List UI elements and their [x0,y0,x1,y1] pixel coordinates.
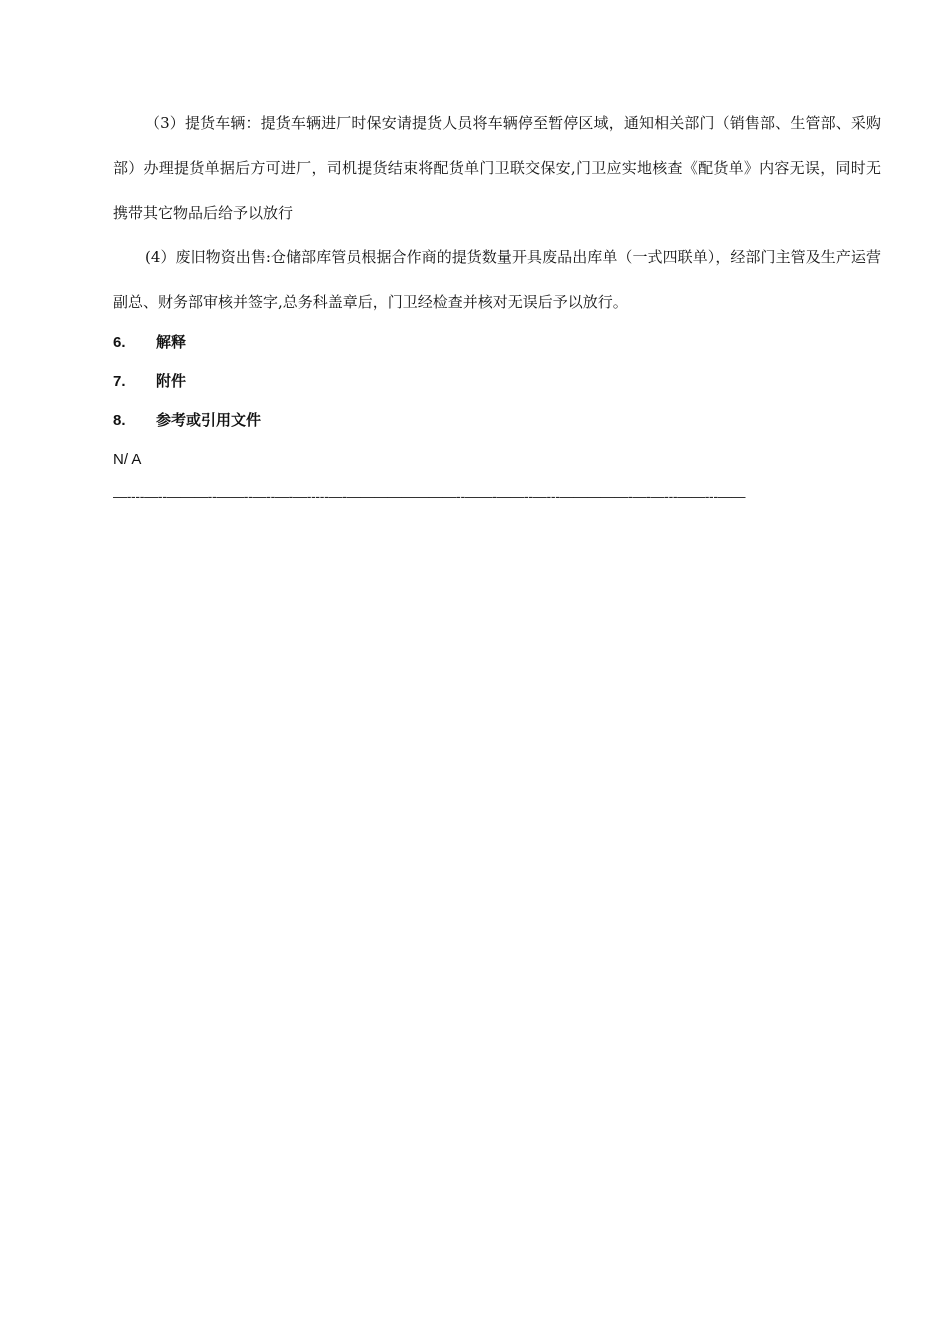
section-heading-references [113,411,261,431]
paragraph-scrap-sales: (4）废旧物资出售:仓储部库管员根据合作商的提货数量开具废品出库单（一式四联单），经部门主管及生产运营副总、财务部审核并签字,总务科盖章后，门卫经检查并核对无误后予以放行。 [113,248,881,311]
section-number: 8. [113,412,126,429]
separator-dash-line: —----—--———--——--—--—-—-----—-————————--——-——--—---—————-—-—---——---—— [113,488,746,504]
section-title: 附件 [156,373,187,390]
section-heading-attachments [113,372,186,392]
reference-value-na: N/ A [113,451,142,468]
section-number: 7. [113,373,126,390]
section-title: 解释 [156,334,187,351]
section-heading-explanation [113,333,186,353]
paragraph-pickup-vehicles: （3）提货车辆：提货车辆进厂时保安请提货人员将车辆停至暂停区域，通知相关部门（销售部、生管部、采购部）办理提货单据后方可进厂，司机提货结束将配货单门卫联交保安,门卫应实地核查《配货单》内容无误，同时无携带其它物品后给予以放行 [113,114,881,222]
section-title: 参考或引用文件 [156,412,262,429]
section-number: 6. [113,334,126,351]
